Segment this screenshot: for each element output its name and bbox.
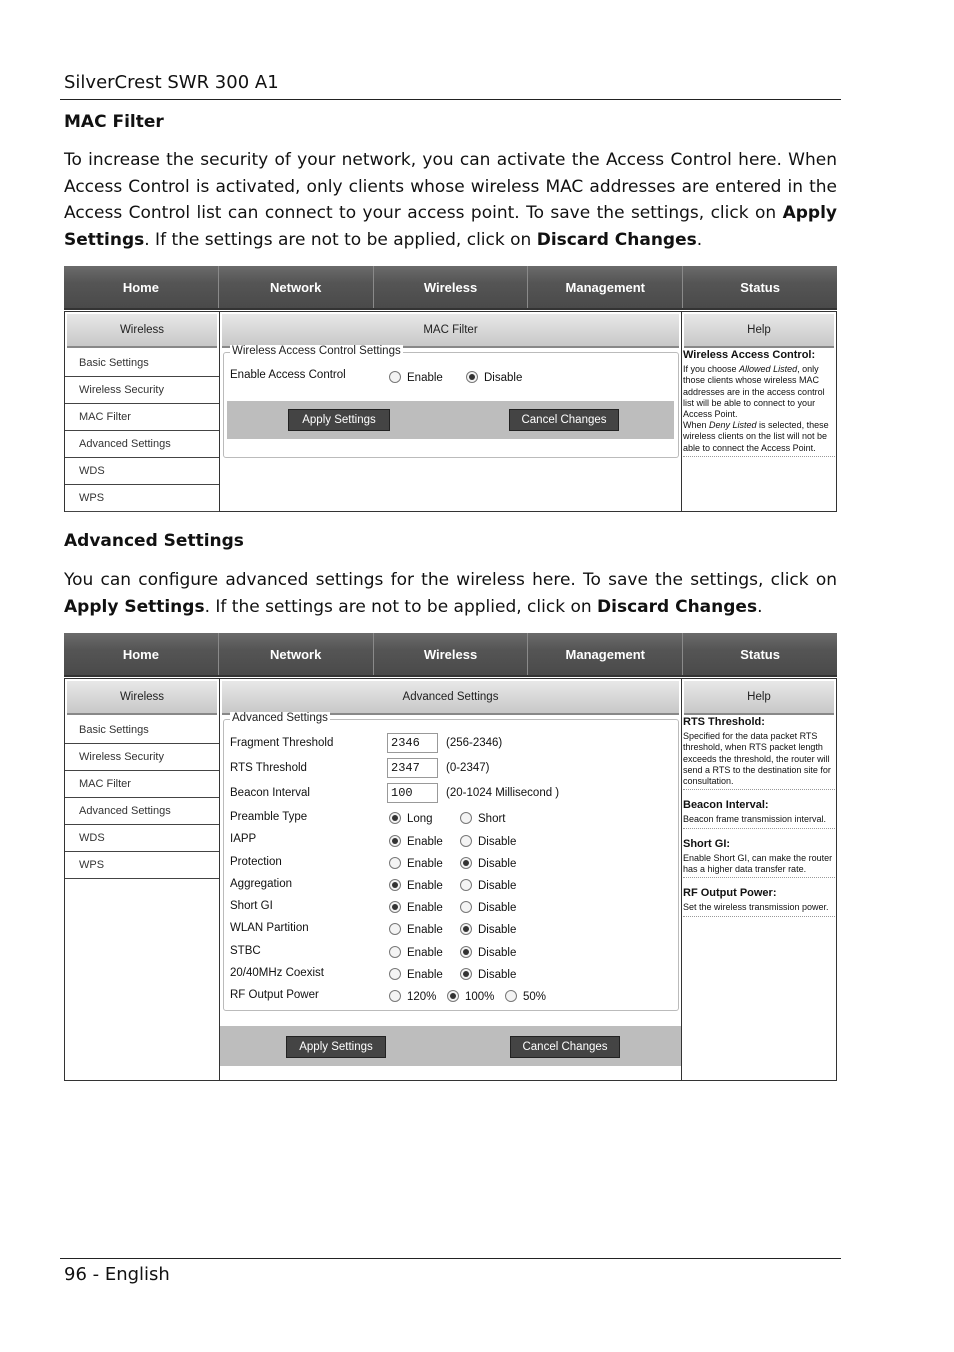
radio-checked-icon (460, 946, 472, 958)
radio-checked-icon (389, 812, 401, 824)
rf-50-label: 50% (523, 991, 547, 1003)
short-gi-enable-radio[interactable] (389, 901, 443, 914)
nav-status[interactable]: Status (740, 647, 780, 662)
help-rf-text: Set the wireless transmission power. (683, 902, 835, 916)
sidebar-item-mac-filter[interactable]: MAC Filter (65, 404, 219, 431)
rts-threshold-label: RTS Threshold (230, 762, 307, 774)
long-label: Long (407, 813, 433, 825)
protection-enable-radio[interactable] (389, 857, 443, 870)
sidebar-item-basic[interactable]: Basic Settings (65, 717, 219, 744)
help-span: When (683, 420, 710, 431)
rf-100-radio[interactable] (447, 990, 494, 1003)
enable-label: Enable (407, 969, 443, 981)
radio-checked-icon (389, 901, 401, 913)
radio-icon (389, 990, 401, 1002)
aggregation-disable-radio[interactable] (460, 879, 516, 892)
cancel-changes-button[interactable]: Cancel Changes (510, 1036, 620, 1058)
radio-checked-icon (460, 923, 472, 935)
rts-threshold-field (387, 758, 489, 778)
enable-label: Enable (407, 858, 443, 870)
preamble-short-radio[interactable] (460, 812, 506, 825)
short-gi-label: Short GI (230, 900, 273, 912)
beacon-interval-field (387, 783, 559, 803)
sidebar-item-advanced[interactable]: Advanced Settings (65, 431, 219, 458)
enable-label: Enable (407, 902, 443, 914)
enable-label: Enable (407, 924, 443, 936)
help-content (682, 717, 836, 917)
main-title: MAC Filter (222, 314, 679, 348)
main-panel (219, 678, 682, 1081)
para-text: To increase the security of your network, you can activate the Access Control here. When Access Control is activated, only clients whose wireless MAC addresses are entered in the Access Control list can connect to your access point. To save the settings, click on (64, 150, 837, 224)
coexist-disable-radio[interactable] (460, 968, 516, 981)
help-title: Help (684, 681, 834, 715)
beacon-interval-input[interactable]: 100 (387, 783, 438, 803)
stbc-disable-radio[interactable] (460, 946, 516, 959)
para-bold-discard: Discard Changes (536, 230, 697, 251)
para-text: You can configure advanced settings for the wireless here. To save the settings, click on (64, 570, 837, 590)
access-control-fieldset (223, 345, 679, 458)
fieldset-legend: Advanced Settings (232, 712, 328, 724)
help-text (683, 364, 835, 457)
beacon-range: (20-1024 Millisecond ) (446, 787, 560, 799)
help-content (682, 350, 836, 457)
help-italic: Allowed Listed (739, 364, 798, 375)
nav-wireless[interactable]: Wireless (374, 633, 529, 675)
help-heading: Wireless Access Control: (683, 349, 816, 361)
stbc-enable-radio[interactable] (389, 946, 443, 959)
sidebar-item-security[interactable]: Wireless Security (65, 377, 219, 404)
nav-wireless[interactable]: Wireless (374, 266, 529, 308)
disable-label: Disable (478, 969, 517, 981)
help-rts-heading: RTS Threshold: (683, 716, 765, 728)
rf-output-power-label: RF Output Power (230, 989, 319, 1001)
radio-checked-icon (460, 968, 472, 980)
advanced-settings-heading: Advanced Settings (64, 531, 244, 551)
para-bold-apply: Apply Settings (64, 596, 205, 617)
rts-range: (0-2347) (446, 762, 490, 774)
header-rule (60, 99, 841, 100)
para-text: . (757, 596, 763, 617)
nav-status[interactable]: Status (740, 280, 780, 295)
sidebar-item-wds[interactable]: WDS (65, 458, 219, 485)
button-bar (227, 401, 674, 439)
sidebar-item-basic[interactable]: Basic Settings (65, 350, 219, 377)
radio-checked-icon (389, 879, 401, 891)
advanced-fieldset (223, 712, 679, 1011)
button-bar (220, 1026, 681, 1066)
rf-100-label: 100% (465, 991, 495, 1003)
wlan-partition-label: WLAN Partition (230, 922, 309, 934)
coexist-enable-radio[interactable] (389, 968, 443, 981)
radio-icon (389, 923, 401, 935)
radio-icon (389, 946, 401, 958)
help-rf-heading: RF Output Power: (683, 887, 777, 900)
radio-icon (389, 371, 401, 383)
sidebar-title: Wireless (67, 681, 217, 715)
nav-home[interactable]: Home (64, 633, 219, 675)
rts-threshold-input[interactable]: 2347 (387, 758, 438, 778)
sidebar (64, 678, 220, 1081)
apply-settings-button[interactable]: Apply Settings (288, 409, 390, 431)
para-bold-apply: Apply Settings (64, 203, 837, 251)
mac-filter-heading: MAC Filter (64, 112, 164, 132)
nav-management[interactable]: Management (528, 266, 683, 308)
radio-checked-icon (460, 857, 472, 869)
radio-icon (460, 835, 472, 847)
nav-management[interactable]: Management (528, 633, 683, 675)
enable-radio[interactable] (389, 371, 443, 384)
help-rts-text: Specified for the data packet RTS threshold, when RTS packet length exceeds the threshold, the router will send a RTS to the destination site for consultation. (683, 731, 835, 790)
help-short-gi-text: Enable Short GI, can make the router has a higher data transfer rate. (683, 853, 835, 878)
radio-icon (389, 968, 401, 980)
para-text: . If the settings are not to be applied, click on (204, 596, 598, 617)
short-label: Short (478, 813, 506, 825)
help-panel (681, 311, 837, 512)
help-short-gi-heading: Short GI: (683, 837, 731, 850)
mac-filter-paragraph (64, 147, 837, 254)
coexist-label: 20/40MHz Coexist (230, 967, 324, 979)
protection-label: Protection (230, 856, 282, 868)
enable-access-control-label: Enable Access Control (230, 369, 346, 381)
advanced-settings-paragraph (64, 567, 837, 620)
help-beacon-text: Beacon frame transmission interval. (683, 814, 835, 828)
fragment-threshold-label: Fragment Threshold (230, 737, 334, 749)
sidebar-item-mac-filter[interactable]: MAC Filter (65, 771, 219, 798)
disable-label: Disable (478, 947, 517, 959)
enable-label: Enable (407, 947, 443, 959)
para-bold-discard: Discard Changes (597, 596, 758, 617)
disable-label: Disable (478, 880, 517, 892)
nav-network[interactable]: Network (219, 633, 374, 675)
top-nav (64, 633, 837, 677)
help-title: Help (684, 314, 834, 348)
main-title: Advanced Settings (222, 681, 679, 715)
radio-checked-icon (389, 835, 401, 847)
sidebar-item-wds[interactable]: WDS (65, 825, 219, 852)
fieldset-legend: Wireless Access Control Settings (232, 345, 401, 357)
help-beacon-heading: Beacon Interval: (683, 799, 769, 812)
mac-filter-screenshot (64, 266, 837, 512)
help-span: , only those clients whose wireless MAC addresses are in the access control list will be able to connect to your Access Point. (683, 364, 825, 420)
footer-rule (60, 1258, 841, 1259)
stbc-label: STBC (230, 945, 261, 957)
beacon-interval-label: Beacon Interval (230, 787, 310, 799)
document-header: SilverCrest SWR 300 A1 (64, 72, 279, 93)
disable-radio[interactable] (466, 371, 522, 384)
radio-checked-icon (466, 371, 478, 383)
sidebar-title: Wireless (67, 314, 217, 348)
para-text: . If the settings are not to be applied, click on (144, 230, 537, 251)
sidebar (64, 311, 220, 512)
fragment-threshold-field (387, 733, 502, 753)
iapp-enable-radio[interactable] (389, 835, 443, 848)
sidebar-item-advanced[interactable]: Advanced Settings (65, 798, 219, 825)
top-nav (64, 266, 837, 310)
help-span: If you choose (683, 364, 740, 375)
preamble-type-label: Preamble Type (230, 811, 308, 823)
radio-checked-icon (447, 990, 459, 1002)
disable-label: Disable (478, 858, 517, 870)
disable-label: Disable (478, 902, 517, 914)
preamble-long-radio[interactable] (389, 812, 433, 825)
radio-icon (460, 879, 472, 891)
wlan-partition-enable-radio[interactable] (389, 923, 443, 936)
disable-label: Disable (478, 924, 517, 936)
help-italic: Deny Listed (709, 420, 757, 431)
enable-label: Enable (407, 836, 443, 848)
radio-icon (460, 901, 472, 913)
help-span: is selected, these wireless clients on the list will not be able to connect the Access Point. (683, 420, 829, 453)
disable-label: Disable (484, 372, 523, 384)
radio-icon (389, 857, 401, 869)
cancel-changes-button[interactable]: Cancel Changes (509, 409, 619, 431)
aggregation-enable-radio[interactable] (389, 879, 443, 892)
rf-120-label: 120% (407, 991, 437, 1003)
radio-icon (460, 812, 472, 824)
fragment-range: (256-2346) (446, 737, 503, 749)
radio-icon (505, 990, 517, 1002)
help-panel (681, 678, 837, 1081)
rf-50-radio[interactable] (505, 990, 546, 1003)
protection-disable-radio[interactable] (460, 857, 516, 870)
main-panel (219, 311, 682, 512)
nav-network[interactable]: Network (219, 266, 374, 308)
rf-120-radio[interactable] (389, 990, 436, 1003)
disable-label: Disable (478, 836, 517, 848)
enable-label: Enable (407, 372, 443, 384)
nav-home[interactable]: Home (64, 266, 219, 308)
fragment-threshold-input[interactable]: 2346 (387, 733, 438, 753)
iapp-label: IAPP (230, 833, 257, 845)
advanced-settings-screenshot (64, 633, 837, 1081)
short-gi-disable-radio[interactable] (460, 901, 516, 914)
apply-settings-button[interactable]: Apply Settings (286, 1036, 386, 1058)
sidebar-item-wps[interactable]: WPS (65, 485, 219, 512)
para-text: . (696, 230, 703, 251)
sidebar-item-security[interactable]: Wireless Security (65, 744, 219, 771)
sidebar-item-wps[interactable]: WPS (65, 852, 219, 879)
page-footer: 96 - English (64, 1264, 170, 1285)
iapp-disable-radio[interactable] (460, 835, 516, 848)
enable-label: Enable (407, 880, 443, 892)
wlan-partition-disable-radio[interactable] (460, 923, 516, 936)
aggregation-label: Aggregation (230, 878, 293, 890)
